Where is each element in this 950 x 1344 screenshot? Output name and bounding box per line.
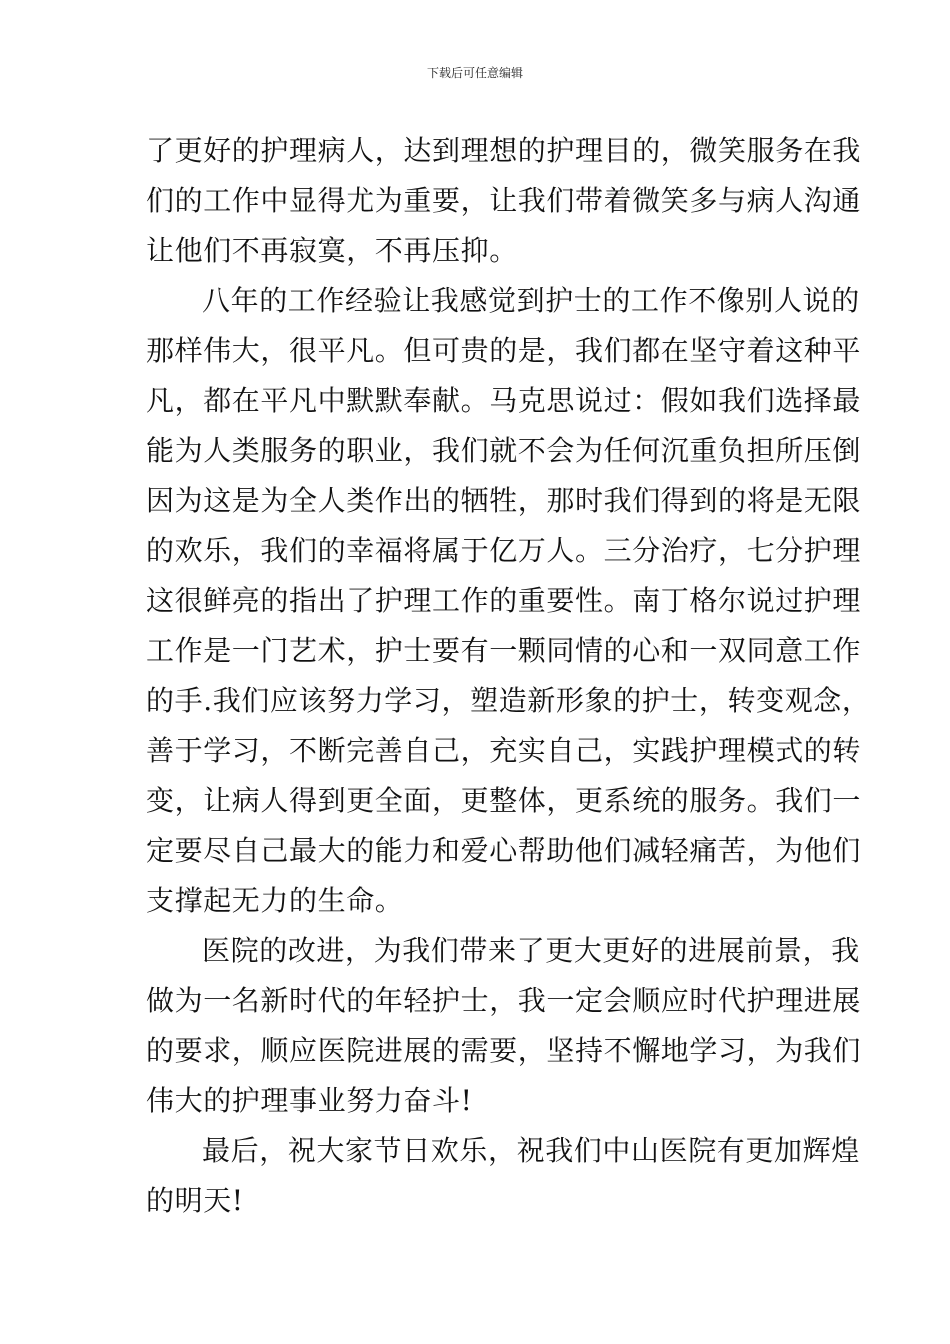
text-line: 们的工作中显得尤为重要，让我们带着微笑多与病人沟通 [146,184,862,217]
text-line: 的欢乐，我们的幸福将属于亿万人。三分治疗，七分护理 [146,534,862,567]
text-line: 的明天! [146,1184,244,1217]
text-line: 支撑起无力的生命。 [146,884,404,917]
text-line: 变，让病人得到更全面，更整体，更系统的服务。我们一 [146,784,862,817]
paragraph [146,926,862,1126]
text-line: 了更好的护理病人，达到理想的护理目的，微笑服务在我 [146,134,862,167]
text-line: 做为一名新时代的年轻护士，我一定会顺应时代护理进展 [146,984,862,1017]
text-line: 那样伟大，很平凡。但可贵的是，我们都在坚守着这种平 [146,334,862,367]
text-line: 的要求，顺应医院进展的需要，坚持不懈地学习，为我们 [146,1034,862,1067]
page-header-note: 下载后可任意编辑 [426,66,523,80]
text-line: 这很鲜亮的指出了护理工作的重要性。南丁格尔说过护理 [146,584,862,617]
paragraph [146,126,862,276]
text-line: 能为人类服务的职业，我们就不会为任何沉重负担所压倒 [146,434,862,467]
text-line: 工作是一门艺术，护士要有一颗同情的心和一双同意工作 [146,634,862,667]
text-line: 让他们不再寂寞，不再压抑。 [146,234,518,267]
text-line: 伟大的护理事业努力奋斗! [146,1084,473,1117]
paragraph [146,1126,860,1226]
text-line: 八年的工作经验让我感觉到护士的工作不像别人说的 [202,284,860,317]
text-line: 凡，都在平凡中默默奉献。马克思说过：假如我们选择最 [146,384,862,417]
paragraph [146,276,871,926]
text-line: 的手.我们应该努力学习，塑造新形象的护士，转变观念， [146,684,871,717]
text-line: 善于学习，不断完善自己，充实自己，实践护理模式的转 [146,734,862,767]
text-line: 定要尽自己最大的能力和爱心帮助他们减轻痛苦，为他们 [146,834,862,867]
text-line: 因为这是为全人类作出的牺牲，那时我们得到的将是无限 [146,484,862,517]
text-line: 医院的改进，为我们带来了更大更好的进展前景，我 [202,934,860,967]
document-body [146,126,871,1226]
text-line: 最后，祝大家节日欢乐，祝我们中山医院有更加辉煌 [202,1134,860,1167]
